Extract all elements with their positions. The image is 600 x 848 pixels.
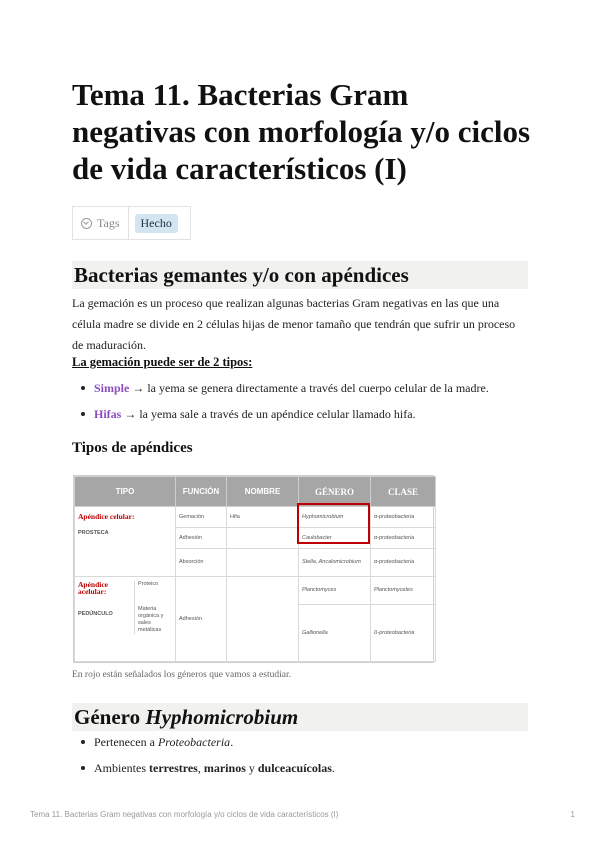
cell-stella: Stella, Ancalomicrobium	[299, 549, 371, 577]
list-item	[72, 380, 528, 396]
footer-title: Tema 11. Bacterias Gram negativas con morfología y/o ciclos de vida característicos (I)	[30, 810, 339, 819]
cell-hifa: Hifa	[227, 507, 299, 528]
cell-caulobacter: Caulobacter	[299, 528, 371, 549]
header-clase: CLASE	[371, 477, 436, 507]
section-heading-gemantes: Bacterias gemantes y/o con apéndices	[72, 261, 528, 289]
item-suffix: .	[230, 735, 234, 749]
term-simple: Simple	[94, 381, 130, 395]
item-bold: dulceacuícolas	[257, 761, 332, 775]
appendix-table	[74, 476, 436, 662]
section-heading-hyphomicrobium	[72, 703, 528, 731]
header-nombre: NOMBRE	[227, 477, 299, 507]
label-prosteca: PROSTECA	[78, 530, 109, 536]
cell-empty	[227, 549, 299, 577]
item-bold: terrestres	[149, 761, 198, 775]
header-funcion: FUNCIÓN	[176, 477, 227, 507]
cell-tipo-celular	[75, 507, 176, 577]
item-suffix: .	[331, 761, 335, 775]
cell-gallionella: Gallionella	[299, 605, 371, 662]
list-item	[72, 760, 528, 776]
cell-gemacion: Gemación	[176, 507, 227, 528]
cell-tipo-acelular	[75, 577, 176, 662]
list-item	[72, 406, 528, 422]
label-pedunculo: PEDÚNCULO	[78, 611, 113, 617]
cell-planctomyces: Planctomyces	[299, 577, 371, 605]
label-proteico: Proteico	[138, 581, 159, 587]
header-tipo: TIPO	[75, 477, 176, 507]
cell-empty	[227, 577, 299, 662]
heading-prefix: Género	[74, 705, 146, 729]
item-italic: Proteobacteria	[157, 735, 231, 749]
page-title: Tema 11. Bacterias Gram negativas con morfología y/o ciclos de vida característicos (I)	[72, 77, 531, 186]
intro-paragraph: La gemación es un proceso que realizan algunas bacterias Gram negativas en las que una célula madre se divide en 2 células hijas de menor tamaño que tendrán que sufrir un proceso de maduración.	[72, 296, 516, 352]
gemacion-list	[72, 380, 528, 432]
item-bold: marinos	[203, 761, 246, 775]
cell-clase-1: α-proteobacteria	[371, 507, 436, 528]
tags-value[interactable]	[129, 207, 190, 239]
appendix-table-image	[73, 475, 434, 663]
label-apendice-celular: Apéndice celular:	[78, 512, 135, 521]
cell-absorcion: Absorción	[176, 549, 227, 577]
highlight-box	[297, 503, 370, 544]
item-text: Ambientes	[94, 761, 149, 775]
table-caption: En rojo están señalados los géneros que vamos a estudiar.	[72, 670, 291, 680]
subheading-tipos-gemacion: La gemación puede ser de 2 tipos:	[72, 355, 253, 369]
cell-clase-2: α-proteobacteria	[371, 528, 436, 549]
cell-clase-4: Planctomycetes	[371, 577, 436, 605]
cell-adhesion: Adhesión	[176, 528, 227, 549]
tags-icon	[81, 218, 92, 229]
tags-property[interactable]	[73, 207, 129, 239]
cell-clase-5: ß-proteobacteria	[371, 605, 436, 662]
cell-hyphomicrobium: Hyphomicrobium	[299, 507, 371, 528]
hyphomicrobium-list	[72, 734, 528, 786]
header-genero: GÉNERO	[299, 477, 371, 507]
label-materia: Materia orgánica y sales metálicas	[138, 606, 164, 633]
list-item	[72, 734, 528, 750]
tag-badge: Hecho	[135, 214, 178, 233]
footer-page-number: 1	[570, 810, 575, 819]
heading-genus: Hyphomicrobium	[145, 705, 299, 729]
item-sep: y	[245, 761, 258, 775]
cell-clase-3: α-proteobacteria	[371, 549, 436, 577]
page-footer	[30, 810, 575, 819]
subheading-tipos-apendices: Tipos de apéndices	[72, 440, 193, 456]
cell-adhesion-2: Adhesión	[176, 577, 227, 662]
term-hifas: Hifas	[94, 407, 122, 421]
tags-label: Tags	[97, 215, 120, 230]
item-text: → la yema se genera directamente a través del cuerpo celular de la madre.	[129, 381, 489, 395]
item-text: → la yema sale a través de un apéndice celular llamado hifa.	[121, 407, 416, 421]
item-sep: ,	[197, 761, 204, 775]
label-apendice-acelular: Apéndice acelular:	[78, 580, 108, 596]
cell-empty	[227, 528, 299, 549]
item-text: Pertenecen a	[94, 735, 158, 749]
properties-row	[72, 206, 191, 240]
